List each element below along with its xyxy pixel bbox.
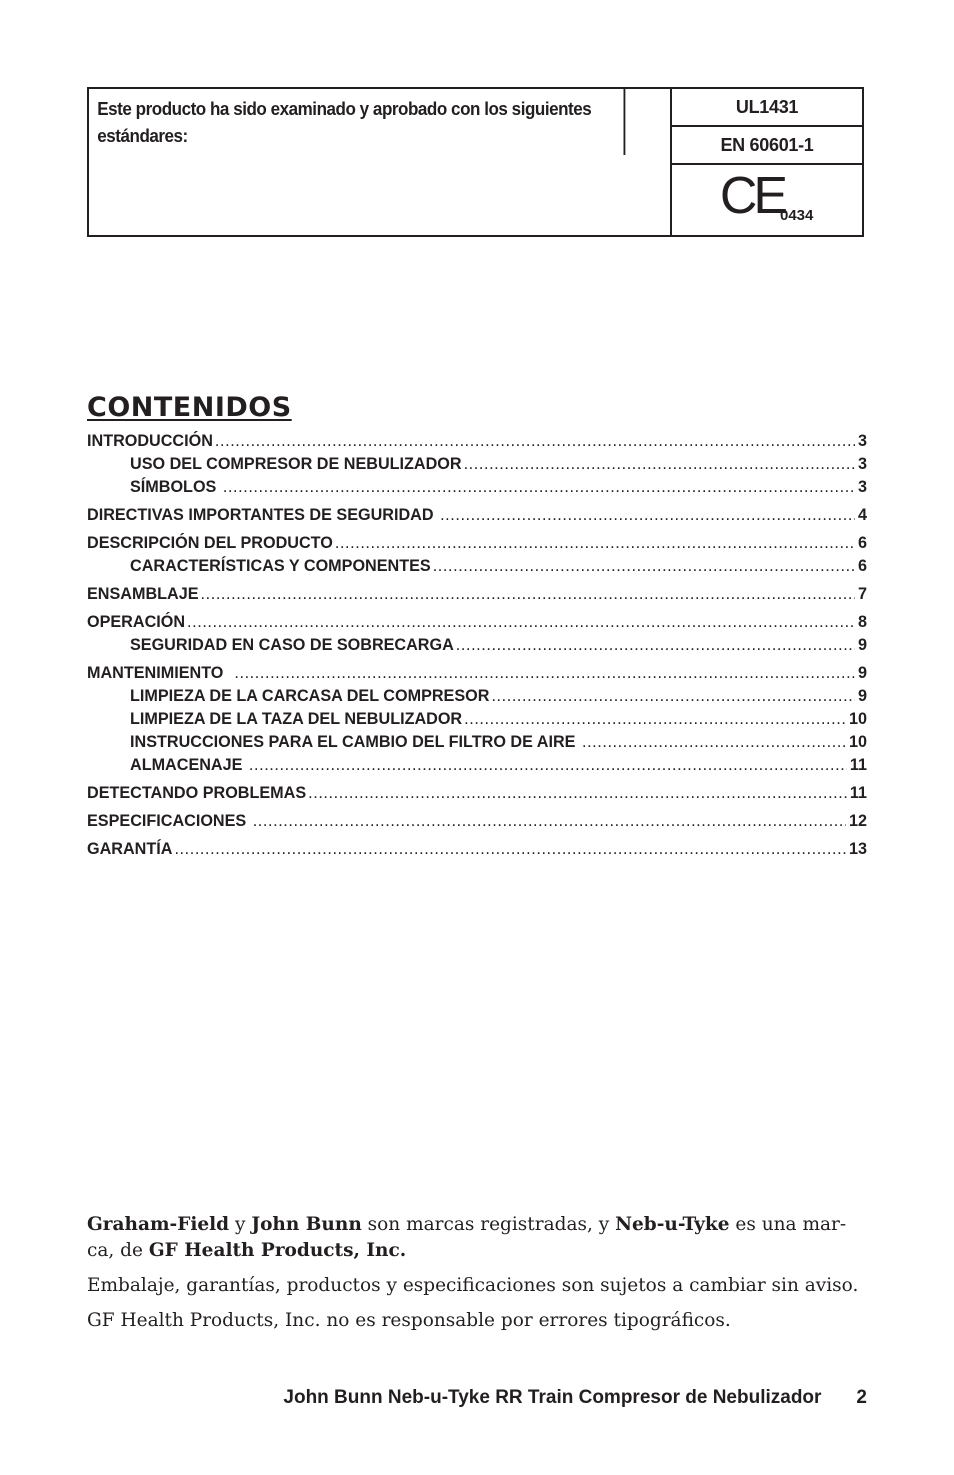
legal-notes	[87, 1212, 867, 1343]
toc-leader	[201, 583, 855, 606]
toc-entry-page: 11	[847, 782, 867, 805]
toc-entry	[87, 453, 867, 476]
toc-entry-page: 9	[855, 685, 867, 708]
toc-entry-page: 10	[846, 708, 867, 731]
toc-leader	[187, 611, 855, 634]
toc-entry	[87, 430, 867, 453]
toc-entry-label: CARACTERÍSTICAS Y COMPONENTES	[130, 555, 433, 578]
page-footer	[87, 1387, 867, 1409]
standard-ul: UL1431	[672, 89, 862, 127]
toc-entry	[87, 504, 867, 527]
toc-entry	[87, 838, 867, 861]
toc-leader	[234, 662, 855, 685]
table-of-contents	[87, 430, 867, 861]
toc-entry-label: SÍMBOLOS	[130, 476, 223, 499]
toc-leader	[491, 685, 855, 708]
toc-entry-label: DETECTANDO PROBLEMAS	[87, 782, 308, 805]
toc-entry-label: GARANTÍA	[87, 838, 174, 861]
note-text: es una mar-ca, de	[87, 1214, 847, 1261]
standards-table	[87, 87, 864, 237]
toc-leader	[335, 532, 855, 555]
brand-graham-field: Graham-Field	[87, 1214, 230, 1235]
toc-leader	[440, 504, 855, 527]
toc-entry	[87, 754, 867, 777]
toc-entry-label: ENSAMBLAJE	[87, 583, 201, 606]
toc-entry	[87, 611, 867, 634]
toc-entry-page: 7	[855, 583, 867, 606]
toc-entry-page: 6	[855, 555, 867, 578]
toc-leader	[253, 810, 846, 833]
toc-title: CONTENIDOS	[87, 392, 292, 423]
standard-en: EN 60601-1	[672, 127, 862, 165]
toc-entry-page: 13	[846, 838, 867, 861]
toc-leader	[456, 634, 855, 657]
toc-entry-label: INSTRUCCIONES PARA EL CAMBIO DEL FILTRO DE AIRE	[130, 731, 582, 754]
toc-entry-label: LIMPIEZA DE LA TAZA DEL NEBULIZADOR	[130, 708, 464, 731]
toc-leader	[433, 555, 855, 578]
note-text: y	[229, 1214, 252, 1235]
toc-entry-page: 6	[855, 532, 867, 555]
standards-list	[672, 89, 862, 235]
brand-neb-u-tyke: Neb-u-Tyke	[615, 1214, 730, 1235]
ce-notified-body-number: 0434	[780, 207, 814, 224]
toc-entry	[87, 476, 867, 499]
toc-leader	[174, 838, 846, 861]
toc-entry-label: OPERACIÓN	[87, 611, 187, 634]
standards-statement-cell	[89, 89, 672, 235]
toc-entry-page: 8	[855, 611, 867, 634]
toc-entry	[87, 685, 867, 708]
toc-entry	[87, 532, 867, 555]
toc-leader	[215, 430, 855, 453]
page-number: 2	[856, 1387, 867, 1408]
typo-disclaimer: GF Health Products, Inc. no es responsable por errores tipográficos.	[87, 1310, 731, 1331]
toc-entry-label: DESCRIPCIÓN DEL PRODUCTO	[87, 532, 335, 555]
toc-entry-label: LIMPIEZA DE LA CARCASA DEL COMPRESOR	[130, 685, 491, 708]
toc-entry	[87, 782, 867, 805]
toc-entry-page: 3	[855, 476, 867, 499]
toc-entry	[87, 731, 867, 754]
change-notice: Embalaje, garantías, productos y especificaciones son sujetos a cambiar sin aviso.	[87, 1275, 859, 1296]
toc-entry-label: USO DEL COMPRESOR DE NEBULIZADOR	[130, 453, 464, 476]
toc-entry-page: 11	[847, 754, 867, 777]
toc-entry	[87, 583, 867, 606]
toc-entry-label: ALMACENAJE	[130, 754, 249, 777]
footer-title: John Bunn Neb-u-Tyke RR Train Compresor de Nebulizador	[283, 1387, 822, 1408]
toc-leader	[308, 782, 847, 805]
toc-entry-label: SEGURIDAD EN CASO DE SOBRECARGA	[130, 634, 456, 657]
toc-entry-page: 3	[855, 430, 867, 453]
toc-leader	[249, 754, 847, 777]
company-name: GF Health Products, Inc.	[148, 1240, 407, 1261]
toc-entry-page: 10	[846, 731, 867, 754]
toc-entry	[87, 634, 867, 657]
toc-entry-label: MANTENIMIENTO	[87, 662, 234, 685]
toc-entry	[87, 708, 867, 731]
toc-entry	[87, 662, 867, 685]
toc-leader	[464, 453, 855, 476]
standards-statement: Este producto ha sido examinado y aprobado con los siguientes estándares:	[89, 89, 625, 155]
ce-mark-cell	[672, 165, 862, 235]
toc-entry	[87, 810, 867, 833]
toc-leader	[223, 476, 855, 499]
toc-entry-page: 9	[855, 662, 867, 685]
toc-entry-page: 3	[855, 453, 867, 476]
toc-entry-page: 9	[855, 634, 867, 657]
ce-mark-logo: CE	[719, 167, 785, 225]
toc-entry	[87, 555, 867, 578]
toc-entry-label: ESPECIFICACIONES	[87, 810, 253, 833]
toc-leader	[582, 731, 846, 754]
note-text: son marcas registradas, y	[361, 1214, 616, 1235]
toc-leader	[464, 708, 846, 731]
brand-john-bunn: John Bunn	[251, 1214, 362, 1235]
toc-entry-label: DIRECTIVAS IMPORTANTES DE SEGURIDAD	[87, 504, 440, 527]
toc-entry-label: INTRODUCCIÓN	[87, 430, 215, 453]
toc-entry-page: 4	[855, 504, 867, 527]
toc-entry-page: 12	[846, 810, 867, 833]
trademark-note	[87, 1212, 867, 1264]
